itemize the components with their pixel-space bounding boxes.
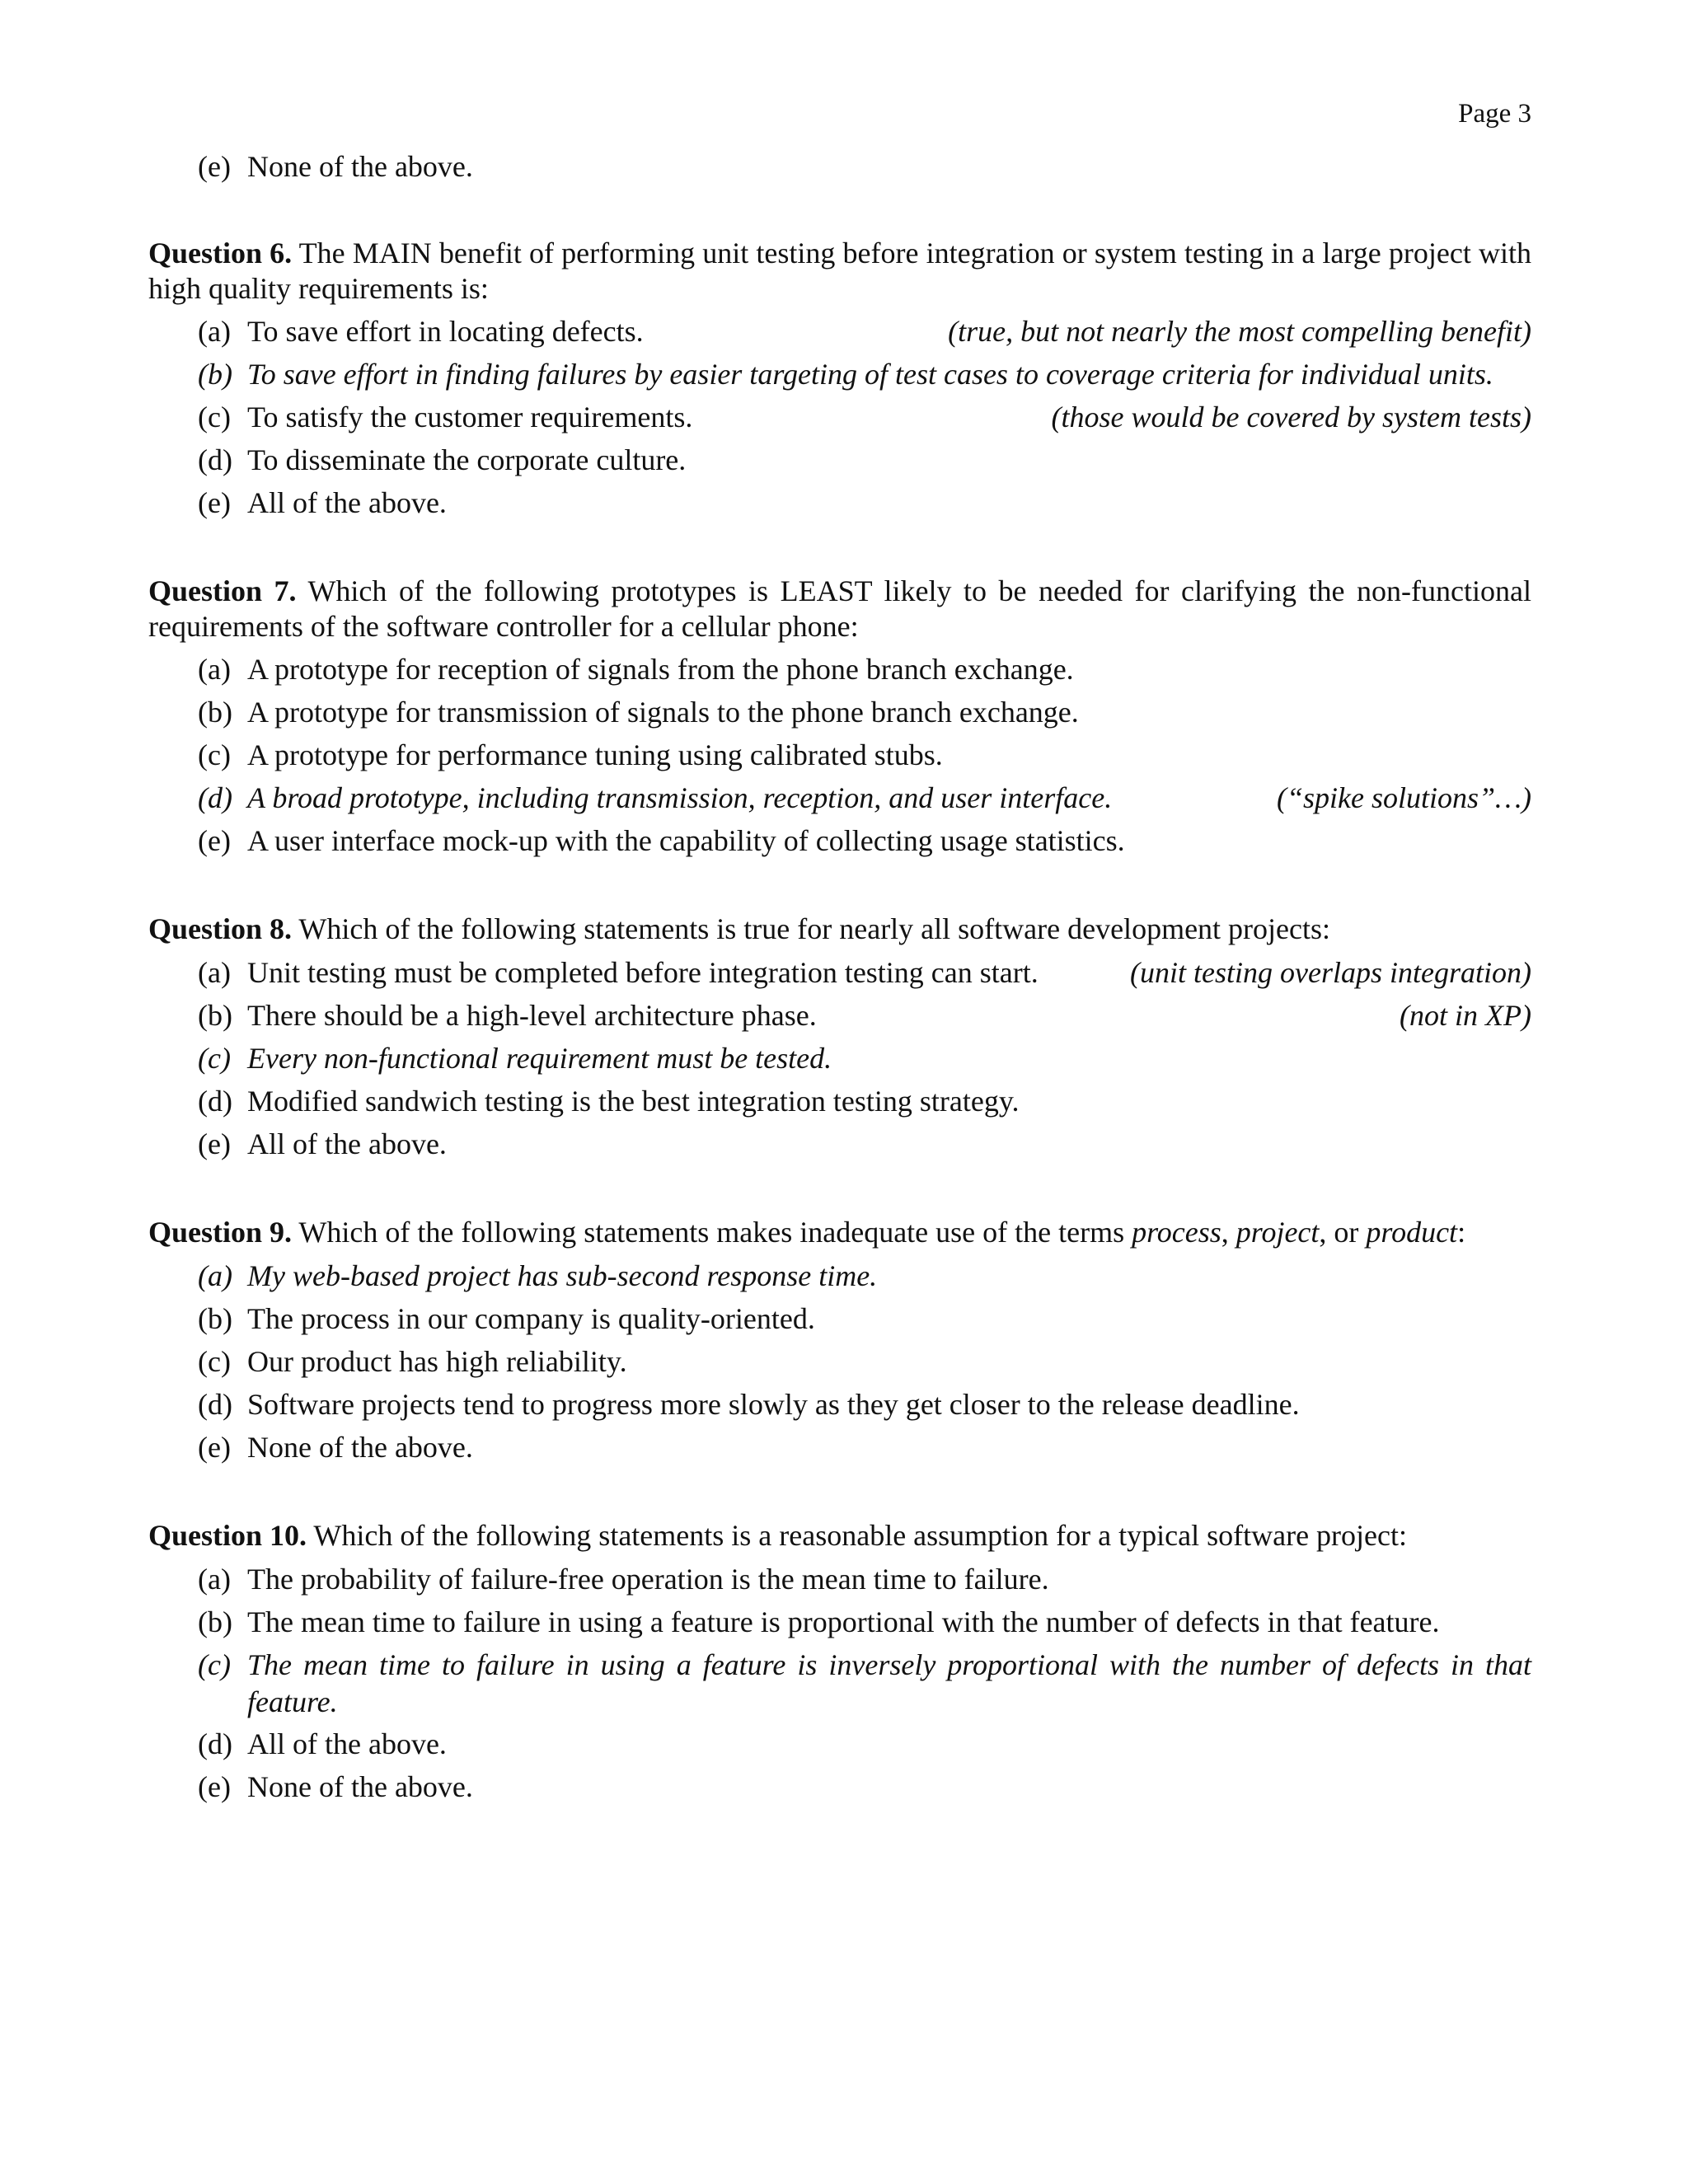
question-10-stem (148, 1518, 1531, 1554)
option-letter: (a) (198, 1259, 232, 1292)
q6-option-e (198, 485, 1531, 522)
option-text: None of the above. (247, 1431, 473, 1464)
q10-option-b (198, 1604, 1531, 1641)
option-text: To save effort in locating defects. (247, 315, 644, 348)
prev-question-option-e (198, 148, 1531, 185)
question-label: Question 10. (148, 1519, 307, 1552)
q7-option-a (198, 651, 1531, 688)
q10-option-a (198, 1561, 1531, 1598)
question-text: Which of the following statements is a reasonable assumption for a typical software project: (313, 1519, 1407, 1552)
option-note: (not in XP) (1400, 999, 1531, 1032)
option-text: Our product has high reliability. (247, 1345, 627, 1378)
option-letter: (b) (198, 999, 232, 1032)
option-letter: (a) (198, 1563, 231, 1596)
option-text: To save effort in finding failures by easier targeting of test cases to coverage criteria for individual units. (247, 358, 1493, 391)
option-text: A prototype for reception of signals from the phone branch exchange. (247, 653, 1074, 686)
question-text: The MAIN benefit of performing unit testing before integration or system testing in a large project with high quality requirements is: (148, 237, 1531, 305)
question-text-end: : (1457, 1216, 1466, 1249)
option-text: The process in our company is quality-oriented. (247, 1302, 815, 1335)
question-text: Which of the following statements is true for nearly all software development projects: (298, 912, 1331, 945)
option-letter: (a) (198, 315, 231, 348)
q10-option-d (198, 1726, 1531, 1763)
option-text: Modified sandwich testing is the best integration testing strategy. (247, 1085, 1020, 1118)
question-9-stem (148, 1215, 1531, 1250)
q6-option-c (198, 399, 1531, 436)
q10-option-e (198, 1769, 1531, 1806)
option-text: A user interface mock-up with the capability of collecting usage statistics. (247, 824, 1125, 857)
option-text: A broad prototype, including transmission, reception, and user interface. (247, 781, 1113, 814)
option-letter: (b) (198, 358, 232, 391)
option-text: The mean time to failure in using a feature is proportional with the number of defects in that feature. (247, 1605, 1440, 1638)
option-text: None of the above. (247, 150, 473, 183)
term-project: project (1236, 1216, 1320, 1249)
q8-option-e (198, 1126, 1531, 1163)
option-text: Software projects tend to progress more slowly as they get closer to the release deadline. (247, 1388, 1300, 1421)
option-text: None of the above. (247, 1770, 473, 1803)
option-letter: (c) (198, 1648, 231, 1681)
q7-option-d (198, 780, 1531, 817)
option-note: (“spike solutions”…) (1276, 781, 1531, 814)
option-text: There should be a high-level architecture phase. (247, 999, 817, 1032)
option-letter: (d) (198, 1388, 232, 1421)
option-text: All of the above. (247, 1727, 447, 1760)
option-letter: (b) (198, 1302, 232, 1335)
option-text: The probability of failure-free operation is the mean time to failure. (247, 1563, 1049, 1596)
option-letter: (c) (198, 401, 231, 434)
q9-option-c (198, 1343, 1531, 1380)
option-note: (true, but not nearly the most compelling benefit) (948, 315, 1531, 348)
q8-option-a (198, 954, 1531, 991)
option-text: To disseminate the corporate culture. (247, 443, 687, 476)
question-label: Question 7. (148, 574, 297, 607)
question-8-stem (148, 912, 1531, 947)
question-6-stem (148, 236, 1531, 307)
question-label: Question 9. (148, 1216, 293, 1249)
option-letter: (e) (198, 1127, 231, 1160)
q7-option-c (198, 737, 1531, 774)
option-text: My web-based project has sub-second response time. (247, 1259, 878, 1292)
question-label: Question 8. (148, 912, 293, 945)
option-text: Unit testing must be completed before integration testing can start. (247, 956, 1039, 989)
option-letter: (b) (198, 1605, 232, 1638)
option-letter: (e) (198, 1770, 231, 1803)
q9-option-e (198, 1429, 1531, 1466)
option-letter: (e) (198, 1431, 231, 1464)
option-letter: (c) (198, 1345, 231, 1378)
q6-option-b (198, 356, 1531, 393)
option-letter: (a) (198, 956, 231, 989)
option-text: The mean time to failure in using a feature is inversely proportional with the number of defects in that feature. (247, 1648, 1531, 1718)
option-letter: (e) (198, 486, 231, 519)
q6-option-a (198, 313, 1531, 350)
option-letter: (e) (198, 824, 231, 857)
q8-option-d (198, 1083, 1531, 1120)
page-number: Page 3 (1458, 99, 1531, 129)
question-7-stem (148, 574, 1531, 644)
option-text: A prototype for performance tuning using calibrated stubs. (247, 738, 943, 771)
q9-option-d (198, 1386, 1531, 1423)
option-letter: (d) (198, 781, 232, 814)
option-letter: (e) (198, 150, 231, 183)
separator: , or (1319, 1216, 1367, 1249)
option-text: Every non-functional requirement must be tested. (247, 1042, 832, 1075)
question-text: Which of the following prototypes is LEAST likely to be needed for clarifying the non-functional requirements of the software controller for a cellular phone: (148, 574, 1531, 643)
option-letter: (b) (198, 696, 232, 729)
q10-option-c (198, 1647, 1531, 1721)
question-label: Question 6. (148, 237, 293, 269)
q9-option-a (198, 1258, 1531, 1295)
option-note: (unit testing overlaps integration) (1130, 956, 1531, 989)
option-letter: (d) (198, 1727, 232, 1760)
option-letter: (a) (198, 653, 231, 686)
option-text: All of the above. (247, 1127, 447, 1160)
option-letter: (c) (198, 738, 231, 771)
q6-option-d (198, 442, 1531, 479)
option-letter: (d) (198, 1085, 232, 1118)
separator: , (1221, 1216, 1236, 1249)
option-text: All of the above. (247, 486, 447, 519)
option-text: To satisfy the customer requirements. (247, 401, 693, 434)
option-letter: (d) (198, 443, 232, 476)
q8-option-c (198, 1040, 1531, 1077)
q7-option-e (198, 823, 1531, 860)
question-text: Which of the following statements makes inadequate use of the terms (298, 1216, 1132, 1249)
q7-option-b (198, 694, 1531, 731)
option-note: (those would be covered by system tests) (1051, 401, 1531, 434)
term-product: product (1366, 1216, 1458, 1249)
option-letter: (c) (198, 1042, 231, 1075)
q9-option-b (198, 1301, 1531, 1338)
option-text: A prototype for transmission of signals to the phone branch exchange. (247, 696, 1079, 729)
term-process: process (1132, 1216, 1221, 1249)
q8-option-b (198, 997, 1531, 1034)
